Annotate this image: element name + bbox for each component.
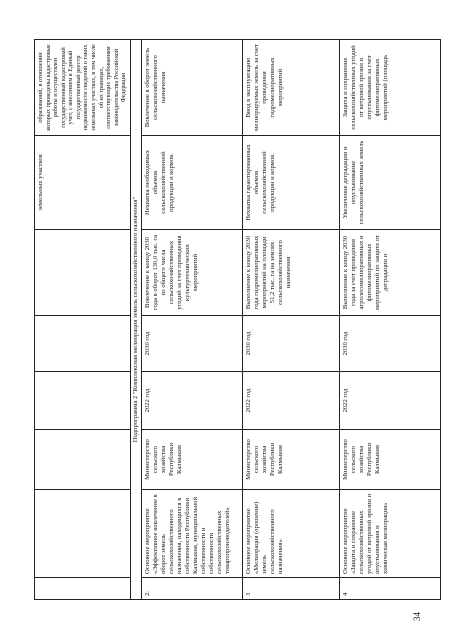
end-year: 2030 год xyxy=(339,316,440,372)
cell-top-col7: образований, в отношении которых проведены кадастровые работы и осуществлен государственный кадастровый учет, с внесением в Единый государственный реестр недвижимости сведений о таких земельных участках, в том числе об их границах, соответствующих требованиям законодательства Российской Федерации xyxy=(35,40,131,136)
table-cell xyxy=(35,578,131,600)
measure-name: Основное мероприятие «Мелиорация (орошение) земель сельскохозяйственного назначения» xyxy=(242,490,339,578)
end-year: 2030 год xyxy=(242,316,339,372)
table-cell xyxy=(35,430,131,490)
consequence: Нехватка необходимых объемов сельскохозяйственной продукции и кормов. xyxy=(141,136,242,230)
table-cell xyxy=(35,230,131,316)
rotated-page xyxy=(34,40,418,600)
expected-result: Выполнение к концу 2030 года за счет проведения агролесомелиоративных и фитомелиоративных мероприятий по защите от деградации и xyxy=(339,230,440,316)
table-cell xyxy=(35,490,131,578)
page-number: 34 xyxy=(412,612,422,621)
row-number: 2. xyxy=(141,578,242,600)
subprogram-title: Подпрограмма 2 "Комплексная мелиорация земель сельскохозяйственного назначения" xyxy=(130,40,141,600)
executor: Министерство сельского хозяйства Республики Калмыкия xyxy=(141,430,242,490)
start-year: 2022 год xyxy=(339,372,440,430)
start-year: 2022 год xyxy=(141,372,242,430)
start-year: 2022 год xyxy=(242,372,339,430)
table-cell xyxy=(35,372,131,430)
cell-top-col6: земельных участков xyxy=(35,136,131,230)
measure-name: Основное мероприятие «Защита и сохранение сельскохозяйственных угодий от ветровой эрозии и опустынивания и химическая мелиорация» xyxy=(339,490,440,578)
table-row xyxy=(141,40,242,600)
table-row xyxy=(35,40,131,600)
table-cell xyxy=(35,316,131,372)
expected-result: Вовлечение к концу 2030 года в оборот 130,0 тыс. га из общего числа сельскохозяйственных угодий за счет проведения культуртехнических мероприятий xyxy=(141,230,242,316)
executor: Министерство сельского хозяйства Республики Калмыкия xyxy=(339,430,440,490)
table-row xyxy=(242,40,339,600)
end-year: 2030 год xyxy=(141,316,242,372)
row-number: 4 xyxy=(339,578,440,600)
consequence: Нехватка гарантированных объемов сельскохозяйственной продукции и кормов. xyxy=(242,136,339,230)
row-number: 3 xyxy=(242,578,339,600)
executor: Министерство сельского хозяйства Республики Калмыкия xyxy=(242,430,339,490)
measure-name: Основное мероприятие «Эффективное вовлечение в оборот земель сельскохозяйственного назначения, находящихся в собственности Республики Калмыкия, муниципальной собственности и собственности сельскохозяйственных товаропроизводителей» xyxy=(141,490,242,578)
table-row xyxy=(339,40,440,600)
indicator-link: Ввод в эксплуатацию мелиорируемых земель за счет проведения гидромелиоративных мероприятий xyxy=(242,40,339,136)
program-table xyxy=(34,39,441,600)
consequence: Увеличение деградации и опустынивание сельскохозяйственных земель xyxy=(339,136,440,230)
subprogram-row xyxy=(130,40,141,600)
expected-result: Выполнение к концу 2030 года гидромелиоративных мероприятий на площади 51,2 тыс. га на землях сельскохозяйственного назначения xyxy=(242,230,339,316)
indicator-link: Защита и сохранение сельскохозяйственных угодий от ветровой эрозии и опустынивания за счет фитомелиоративных мероприятий (площадь xyxy=(339,40,440,136)
indicator-link: Вовлечение в оборот земель сельскохозяйственного назначения xyxy=(141,40,242,136)
